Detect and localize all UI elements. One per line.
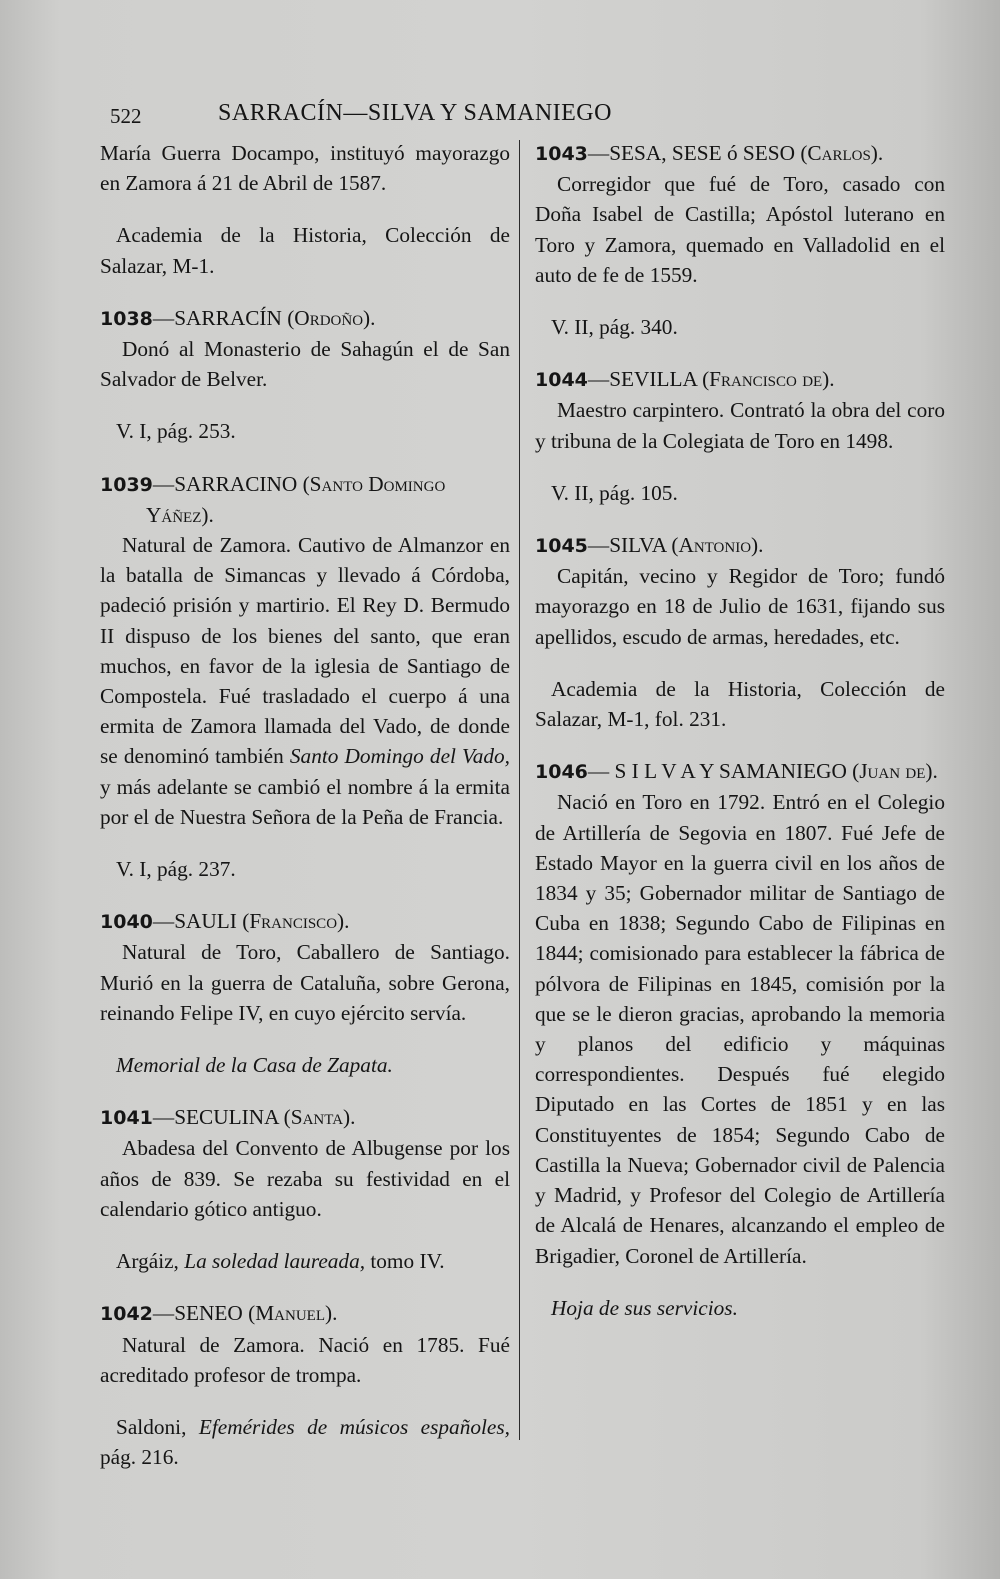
entry-surname: —SENEO [152, 1301, 243, 1326]
entry-given-name: (Antonio). [671, 533, 764, 558]
entry-surname: —SARRACINO [152, 471, 298, 496]
entry-heading [100, 906, 510, 937]
entry-source: Hoja de sus servicios. [551, 1295, 738, 1320]
entry-number: 1039 [100, 473, 153, 496]
entry-heading [535, 756, 945, 787]
entry-heading [535, 138, 945, 169]
entry-surname: —SECULINA [152, 1105, 279, 1130]
entry-given-name: (Santo Domingo Yáñez). [146, 471, 446, 527]
entry-1044 [535, 364, 945, 508]
entry-heading [535, 530, 945, 561]
entry-text: Natural de Toro, Caballero de Santiago. Murió en la guerra de Cataluña, sobre Gerona, reinando Felipe IV, en cuyo ejército servía. [100, 940, 510, 1025]
entry-reference: V. I, pág. 237. [116, 857, 236, 882]
entry-1043 [535, 138, 945, 342]
entry-number: 1042 [100, 1303, 153, 1326]
entry-surname: —SARRACÍN [152, 305, 282, 330]
continued-text: María Guerra Docampo, instituyó mayorazgo en Zamora á 21 de Abril de 1587. [100, 141, 510, 196]
entry-given-name: (Carlos). [800, 141, 884, 165]
entry-surname: —SAULI [152, 909, 237, 934]
entry-heading [100, 1298, 510, 1329]
entry-surname: — S I L V A Y SAMANIEGO [587, 759, 847, 784]
entry-1039 [100, 469, 510, 885]
entry-1040 [100, 906, 510, 1080]
entry-heading [535, 364, 945, 395]
entry-source [100, 1412, 510, 1472]
entry-1046 [535, 756, 945, 1323]
source-detail: tomo IV. [365, 1249, 445, 1274]
entry-surname: —SILVA [587, 533, 667, 558]
continued-source: Academia de la Historia, Colección de Salazar, M-1. [100, 223, 510, 278]
entry-text: Capitán, vecino y Regidor de Toro; fundó mayorazgo en 18 de Julio de 1631, fijando sus apellidos, escudo de armas, heredades, etc. [535, 564, 945, 649]
left-column [100, 138, 510, 1472]
entry-text-part: y más adelante se cambió el nombre á la ermita por el de Nuestra Señora de la Peña de Francia. [100, 774, 510, 829]
entry-text: Corregidor que fué de Toro, casado con Doña Isabel de Castilla; Apóstol luterano en Toro y Zamora, quemado en Valladolid en el auto de fe de 1559. [535, 172, 945, 287]
entry-surname: —SEVILLA [587, 367, 697, 392]
entry-1042 [100, 1298, 510, 1472]
source-title: La soledad laureada, [184, 1249, 366, 1274]
entry-given-name: (Ordoño). [287, 305, 376, 330]
entry-number: 1038 [100, 307, 153, 330]
entry-given-name: (Santa). [283, 1105, 356, 1130]
entry-1041 [100, 1102, 510, 1276]
source-author: Argáiz, [116, 1249, 185, 1274]
entry-surname: —SESA, SESE ó SESO [587, 141, 795, 165]
entry-number: 1044 [535, 369, 588, 392]
entry-text [100, 530, 510, 832]
entry-text: Nació en Toro en 1792. Entró en el Colegio de Artillería de Segovia en 1807. Fué Jefe de Estado Mayor en la guerra civil en los años de 1834 y 35; Gobernador militar de Santiago de Cuba en 1838; Segundo Cabo de Filipinas en 1844; comisionado para establecer la fábrica de pólvora de Filipinas en 1845, comisión por la que se le dieron gracias, aprobando la memoria y planos del edificio y máquinas correspondientes. Después fué elegido Diputado en las Cortes de 1851 y en las Constituyentes de 1854; Segundo Cabo de Castilla la Nueva; Gobernador civil de Palencia y Madrid, y Profesor del Colegio de Artillería de Alcalá de Henares, alcanzando el empleo de Brigadier, Coronel de Artillería. [535, 790, 945, 1268]
entry-text: Donó al Monasterio de Sahagún el de San Salvador de Belver. [100, 337, 510, 392]
entry-text-part: Natural de Zamora. Cautivo de Almanzor en la batalla de Simancas y llevado á Córdoba, padeció prisión y martirio. El Rey D. Bermudo II dispuso de los bienes del santo, que eran muchos, en favor de la iglesia de Santiago de Compostela. Fué trasladado el cuerpo á una ermita de Zamora llamada del Vado, de donde se denominó también [100, 533, 510, 769]
entry-1045 [535, 530, 945, 734]
entry-given-name: (Juan de). [852, 759, 938, 784]
running-title: SARRACÍN—SILVA Y SAMANIEGO [218, 100, 612, 126]
entry-heading [100, 303, 510, 334]
entry-number: 1045 [535, 535, 588, 558]
entry-reference: V. II, pág. 340. [551, 315, 678, 340]
column-divider [519, 140, 520, 1440]
entry-text-italic: Santo Domingo del Vado, [289, 744, 510, 769]
page-header [110, 100, 720, 136]
entry-source: Academia de la Historia, Colección de Salazar, M-1, fol. 231. [535, 676, 945, 732]
entry-number: 1043 [535, 143, 588, 165]
entry-number: 1046 [535, 761, 588, 784]
entry-heading [100, 1102, 510, 1133]
entry-given-name: (Francisco). [242, 909, 350, 934]
entry-text: Maestro carpintero. Contrató la obra del coro y tribuna de la Colegiata de Toro en 1498. [535, 398, 945, 453]
entry-text: Abadesa del Convento de Albugense por los años de 839. Se rezaba su festividad en el calendario gótico antiguo. [100, 1136, 510, 1221]
entry-heading [100, 469, 510, 530]
entry-number: 1040 [100, 911, 153, 934]
entry-given-name: (Manuel). [248, 1301, 338, 1326]
entry-reference: V. II, pág. 105. [551, 480, 678, 505]
entry-source [100, 1246, 510, 1276]
entry-given-name: (Francisco de). [702, 367, 835, 392]
right-column [535, 138, 945, 1323]
source-author: Saldoni, [116, 1414, 199, 1439]
entry-reference: V. I, pág. 253. [116, 419, 236, 444]
source-title: Efemérides de músicos españoles, [198, 1414, 510, 1439]
entry-1038 [100, 303, 510, 447]
entry-text: Natural de Zamora. Nació en 1785. Fué acreditado profesor de trompa. [100, 1332, 510, 1387]
entry-source: Memorial de la Casa de Zapata. [116, 1053, 393, 1078]
page-number: 522 [110, 104, 142, 128]
source-detail: pág. 216. [100, 1445, 179, 1470]
entry-number: 1041 [100, 1107, 153, 1130]
